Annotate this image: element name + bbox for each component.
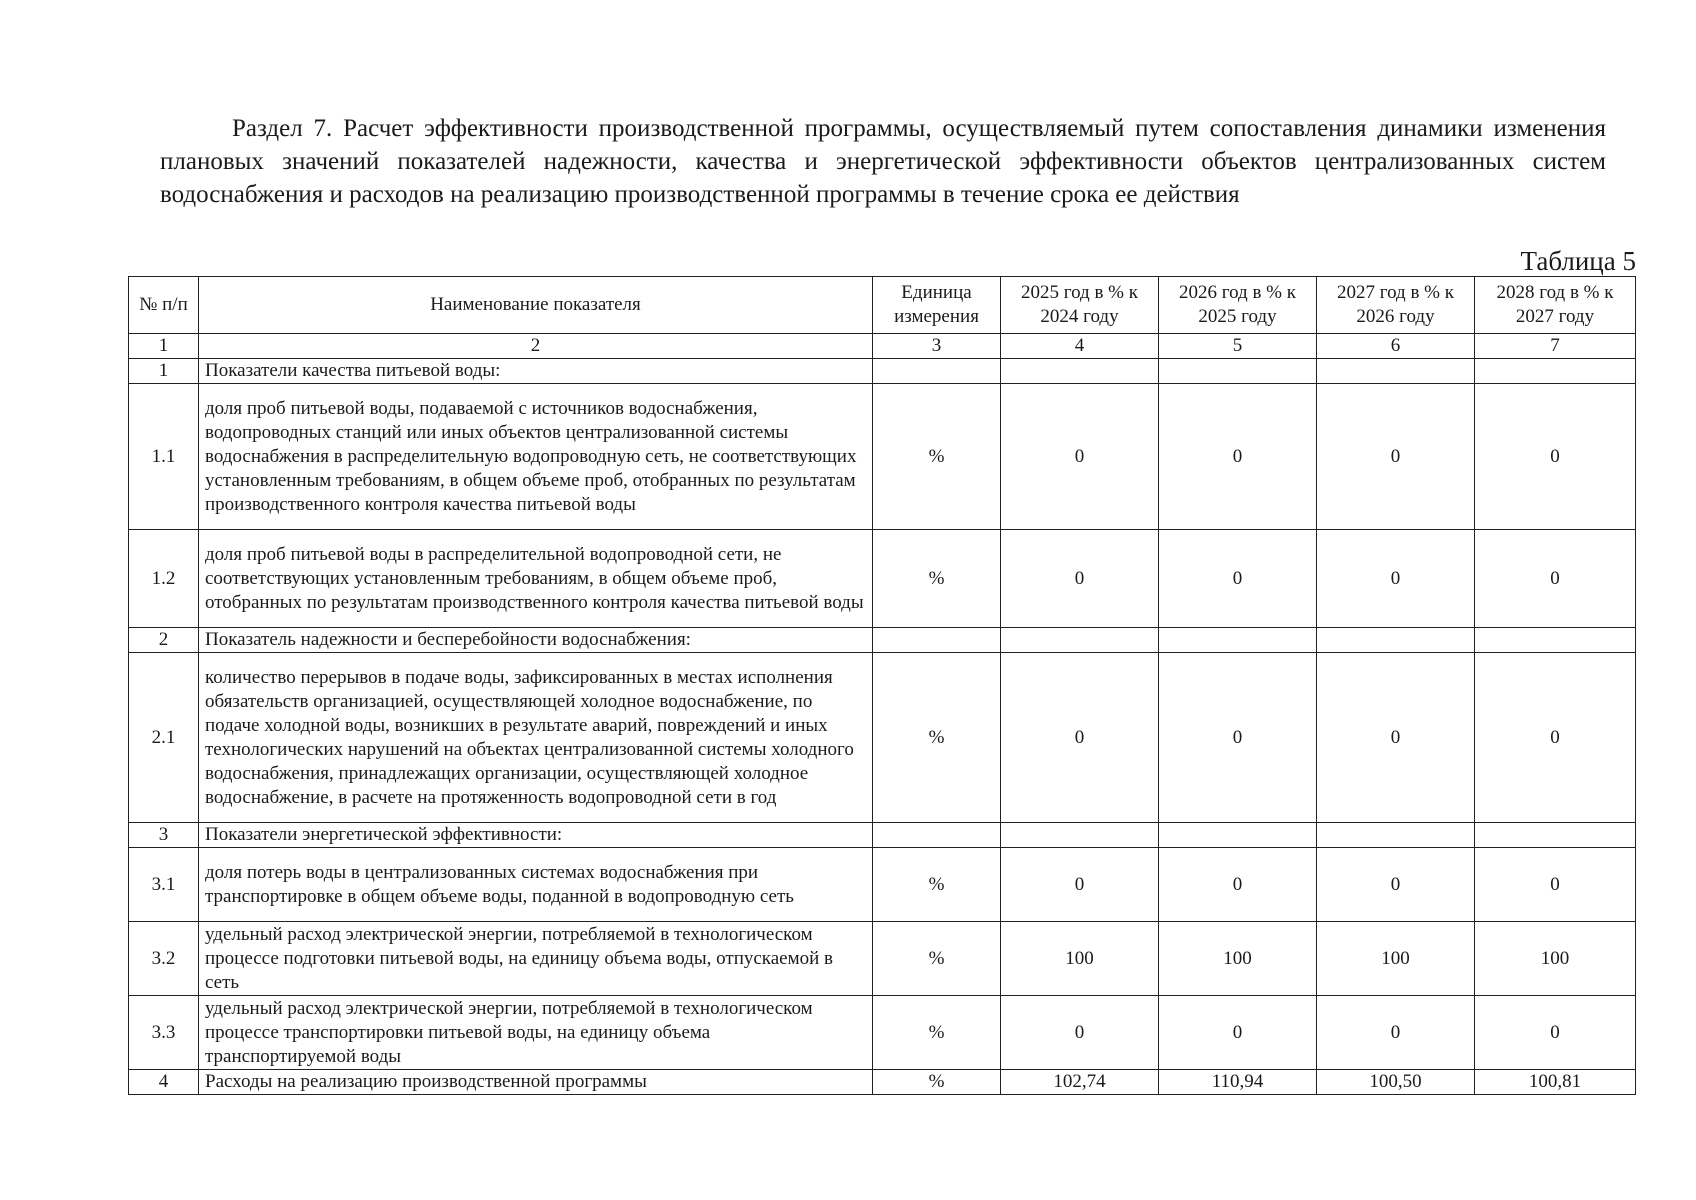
header-unit: Единица измерения [873, 277, 1001, 334]
table-row [129, 653, 1636, 823]
row-value-2027: 0 [1317, 848, 1475, 922]
row-value-2026: 0 [1159, 384, 1317, 530]
row-num: 3.1 [129, 848, 199, 922]
row-name: Показатель надежности и бесперебойности водоснабжения: [199, 628, 873, 653]
row-value-2027: 0 [1317, 530, 1475, 628]
row-value-2025: 0 [1001, 653, 1159, 823]
row-unit: % [873, 384, 1001, 530]
column-number: 4 [1001, 334, 1159, 359]
header-2026: 2026 год в % к 2025 году [1159, 277, 1317, 334]
row-name: Расходы на реализацию производственной программы [199, 1070, 873, 1095]
row-num: 3 [129, 823, 199, 848]
row-value-2026 [1159, 359, 1317, 384]
table-row [129, 996, 1636, 1070]
row-unit [873, 359, 1001, 384]
row-value-2027: 100 [1317, 922, 1475, 996]
row-value-2025 [1001, 359, 1159, 384]
row-name: Показатели качества питьевой воды: [199, 359, 873, 384]
row-value-2027: 0 [1317, 996, 1475, 1070]
row-value-2026: 0 [1159, 996, 1317, 1070]
header-2027: 2027 год в % к 2026 году [1317, 277, 1475, 334]
table-row [129, 628, 1636, 653]
column-number: 1 [129, 334, 199, 359]
row-value-2028: 0 [1475, 653, 1636, 823]
row-value-2026: 0 [1159, 530, 1317, 628]
row-unit: % [873, 653, 1001, 823]
row-value-2025: 102,74 [1001, 1070, 1159, 1095]
row-value-2025: 0 [1001, 848, 1159, 922]
column-number: 5 [1159, 334, 1317, 359]
row-name: доля проб питьевой воды, подаваемой с источников водоснабжения, водопроводных станций или иных объектов централизованной системы водоснабжения в распределительную водопроводную сеть, не соответствующих установленным требованиям, в общем объеме проб, отобранных по результатам производственного контроля качества питьевой воды [199, 384, 873, 530]
row-name: удельный расход электрической энергии, потребляемой в технологическом процессе транспортировки питьевой воды, на единицу объема транспортируемой воды [199, 996, 873, 1070]
indicators-table [128, 276, 1636, 1095]
row-unit: % [873, 996, 1001, 1070]
row-value-2025 [1001, 823, 1159, 848]
row-name: удельный расход электрической энергии, потребляемой в технологическом процессе подготовки питьевой воды, на единицу объема воды, отпускаемой в сеть [199, 922, 873, 996]
row-num: 1.1 [129, 384, 199, 530]
row-value-2028: 0 [1475, 530, 1636, 628]
header-2025: 2025 год в % к 2024 году [1001, 277, 1159, 334]
row-unit: % [873, 922, 1001, 996]
row-value-2026 [1159, 628, 1317, 653]
row-value-2028: 0 [1475, 384, 1636, 530]
table-row [129, 530, 1636, 628]
row-value-2025: 0 [1001, 530, 1159, 628]
row-num: 4 [129, 1070, 199, 1095]
row-num: 2.1 [129, 653, 199, 823]
row-value-2028: 100,81 [1475, 1070, 1636, 1095]
row-unit [873, 628, 1001, 653]
row-value-2026: 0 [1159, 653, 1317, 823]
header-num: № п/п [129, 277, 199, 334]
column-number-row [129, 334, 1636, 359]
row-num: 1.2 [129, 530, 199, 628]
row-value-2027 [1317, 823, 1475, 848]
table-row [129, 384, 1636, 530]
row-value-2028: 0 [1475, 848, 1636, 922]
row-value-2028 [1475, 823, 1636, 848]
section-heading: Раздел 7. Расчет эффективности производственной программы, осуществляемый путем сопоставления динамики изменения плановых значений показателей надежности, качества и энергетической эффективности объектов централизованных систем водоснабжения и расходов на реализацию производственной программы в течение срока ее действия [160, 115, 1606, 208]
row-unit [873, 823, 1001, 848]
column-number: 3 [873, 334, 1001, 359]
row-value-2026: 110,94 [1159, 1070, 1317, 1095]
table-header-row [129, 277, 1636, 334]
row-value-2026 [1159, 823, 1317, 848]
row-value-2026: 100 [1159, 922, 1317, 996]
row-num: 1 [129, 359, 199, 384]
row-value-2027: 100,50 [1317, 1070, 1475, 1095]
header-2028: 2028 год в % к 2027 году [1475, 277, 1636, 334]
row-value-2028: 100 [1475, 922, 1636, 996]
row-value-2027: 0 [1317, 384, 1475, 530]
table-row [129, 359, 1636, 384]
column-number: 6 [1317, 334, 1475, 359]
row-value-2026: 0 [1159, 848, 1317, 922]
table-row [129, 823, 1636, 848]
row-value-2025 [1001, 628, 1159, 653]
row-num: 2 [129, 628, 199, 653]
row-value-2027: 0 [1317, 653, 1475, 823]
row-value-2027 [1317, 628, 1475, 653]
row-num: 3.2 [129, 922, 199, 996]
row-value-2027 [1317, 359, 1475, 384]
header-name: Наименование показателя [199, 277, 873, 334]
table-label: Таблица 5 [1520, 246, 1636, 276]
row-value-2028 [1475, 628, 1636, 653]
table-row [129, 922, 1636, 996]
row-unit: % [873, 848, 1001, 922]
row-value-2028 [1475, 359, 1636, 384]
row-value-2025: 0 [1001, 996, 1159, 1070]
row-value-2025: 0 [1001, 384, 1159, 530]
row-value-2025: 100 [1001, 922, 1159, 996]
row-value-2028: 0 [1475, 996, 1636, 1070]
row-unit: % [873, 1070, 1001, 1095]
column-number: 2 [199, 334, 873, 359]
table-row [129, 1070, 1636, 1095]
row-name: доля проб питьевой воды в распределительной водопроводной сети, не соответствующих установленным требованиям, в общем объеме проб, отобранных по результатам производственного контроля качества питьевой воды [199, 530, 873, 628]
row-name: Показатели энергетической эффективности: [199, 823, 873, 848]
table-row [129, 848, 1636, 922]
row-num: 3.3 [129, 996, 199, 1070]
row-name: количество перерывов в подаче воды, зафиксированных в местах исполнения обязательств организацией, осуществляющей холодное водоснабжение, по подаче холодной воды, возникших в результате аварий, повреждений и иных технологических нарушений на объектах централизованной системы холодного водоснабжения, принадлежащих организации, осуществляющей холодное водоснабжение, в расчете на протяженность водопроводной сети в год [199, 653, 873, 823]
row-name: доля потерь воды в централизованных системах водоснабжения при транспортировке в общем объеме воды, поданной в водопроводную сеть [199, 848, 873, 922]
row-unit: % [873, 530, 1001, 628]
column-number: 7 [1475, 334, 1636, 359]
